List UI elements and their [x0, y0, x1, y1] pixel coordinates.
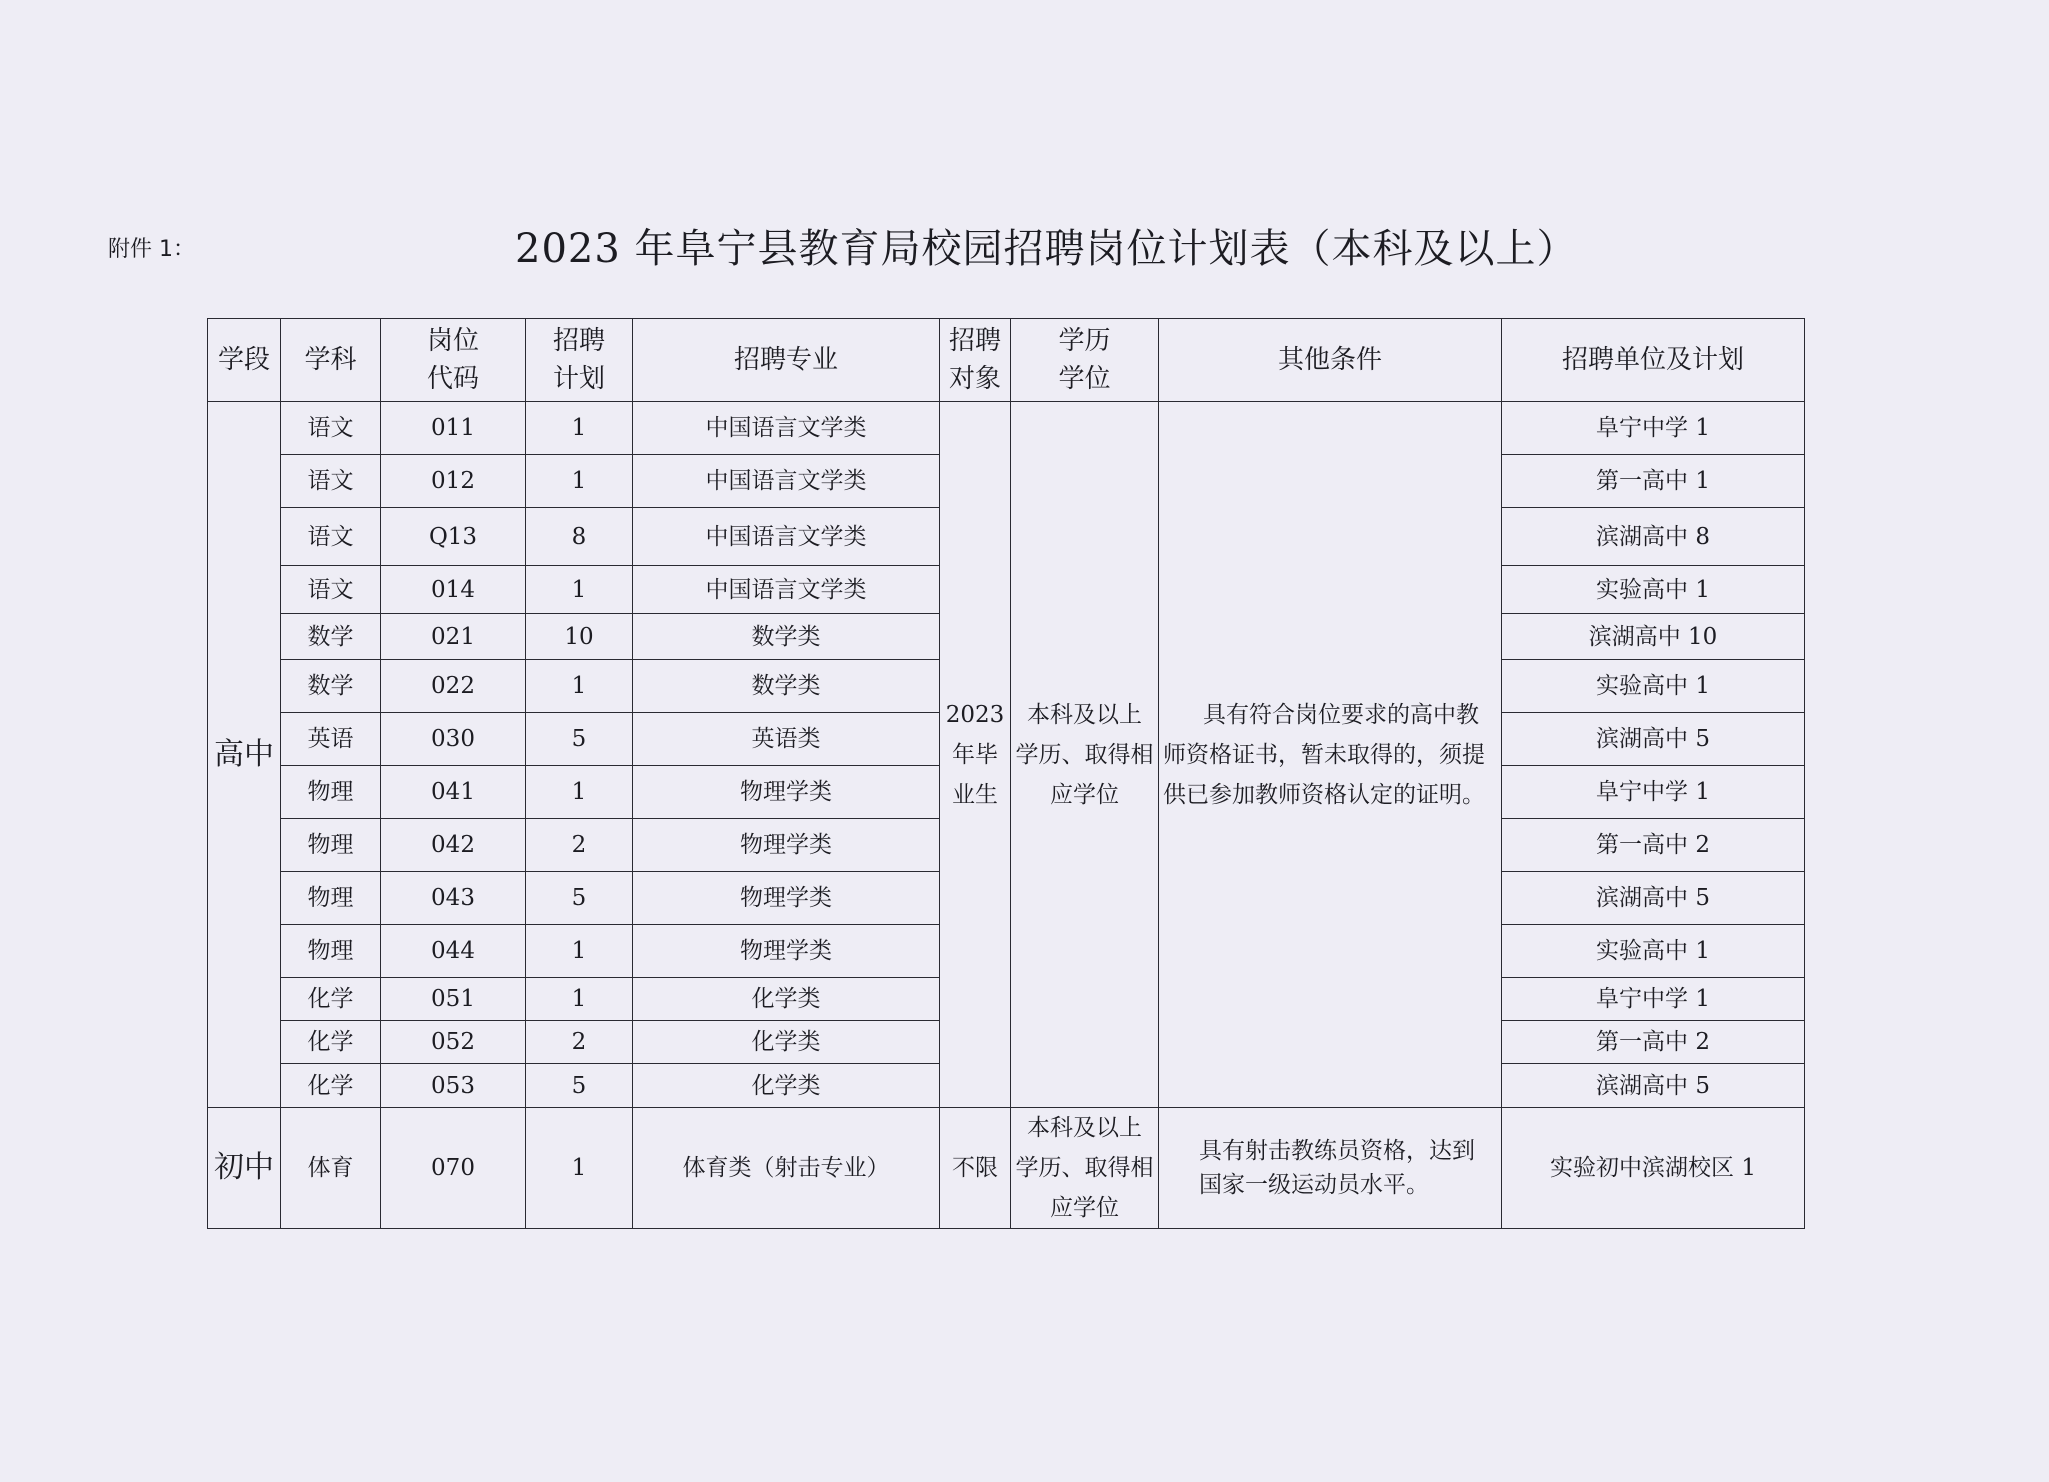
- unit-cell: 滨湖高中 5: [1502, 713, 1805, 766]
- subject-cell: 化学: [281, 978, 381, 1021]
- count-cell: 1: [526, 660, 633, 713]
- unit-cell: 第一高中 2: [1502, 819, 1805, 872]
- header-conditions: 其他条件: [1159, 319, 1502, 402]
- target-middle-school: 不限: [940, 1108, 1011, 1229]
- count-cell: 2: [526, 1021, 633, 1064]
- header-code: 岗位 代码: [381, 319, 526, 402]
- unit-cell: 第一高中 1: [1502, 455, 1805, 508]
- major-cell: 物理学类: [633, 872, 940, 925]
- code-cell: 014: [381, 566, 526, 614]
- major-cell: 英语类: [633, 713, 940, 766]
- header-count: 招聘 计划: [526, 319, 633, 402]
- major-cell: 中国语言文学类: [633, 402, 940, 455]
- unit-cell: 实验初中滨湖校区 1: [1502, 1108, 1805, 1229]
- code-cell: 052: [381, 1021, 526, 1064]
- code-cell: 044: [381, 925, 526, 978]
- count-cell: 1: [526, 925, 633, 978]
- unit-cell: 阜宁中学 1: [1502, 402, 1805, 455]
- subject-cell: 化学: [281, 1064, 381, 1108]
- header-target: 招聘 对象: [940, 319, 1011, 402]
- count-cell: 1: [526, 978, 633, 1021]
- education-high-school: 本科及以上 学历、取得相 应学位: [1011, 402, 1159, 1108]
- count-cell: 5: [526, 713, 633, 766]
- count-cell: 1: [526, 1108, 633, 1229]
- code-cell: Q13: [381, 508, 526, 566]
- major-cell: 化学类: [633, 1064, 940, 1108]
- code-cell: 053: [381, 1064, 526, 1108]
- stage-middle-school: 初中: [208, 1108, 281, 1229]
- attachment-label: 附件 1：: [108, 237, 195, 262]
- target-high-school: 2023 年毕 业生: [940, 402, 1011, 1108]
- major-cell: 数学类: [633, 660, 940, 713]
- education-middle-school: 本科及以上 学历、取得相 应学位: [1011, 1108, 1159, 1229]
- major-cell: 中国语言文学类: [633, 455, 940, 508]
- count-cell: 1: [526, 766, 633, 819]
- header-major: 招聘专业: [633, 319, 940, 402]
- major-cell: 物理学类: [633, 925, 940, 978]
- unit-cell: 实验高中 1: [1502, 660, 1805, 713]
- code-cell: 041: [381, 766, 526, 819]
- unit-cell: 滨湖高中 8: [1502, 508, 1805, 566]
- subject-cell: 英语: [281, 713, 381, 766]
- major-cell: 中国语言文学类: [633, 566, 940, 614]
- header-education: 学历 学位: [1011, 319, 1159, 402]
- unit-cell: 阜宁中学 1: [1502, 978, 1805, 1021]
- subject-cell: 物理: [281, 819, 381, 872]
- count-cell: 1: [526, 455, 633, 508]
- page-title: 2023 年阜宁县教育局校园招聘岗位计划表（本科及以上）: [515, 226, 1578, 272]
- code-cell: 011: [381, 402, 526, 455]
- table-row: [208, 1108, 1805, 1229]
- subject-cell: 数学: [281, 660, 381, 713]
- subject-cell: 语文: [281, 402, 381, 455]
- major-cell: 化学类: [633, 978, 940, 1021]
- subject-cell: 体育: [281, 1108, 381, 1229]
- table-row: [208, 402, 1805, 455]
- header-stage: 学段: [208, 319, 281, 402]
- count-cell: 10: [526, 614, 633, 660]
- unit-cell: 实验高中 1: [1502, 566, 1805, 614]
- code-cell: 030: [381, 713, 526, 766]
- header-subject: 学科: [281, 319, 381, 402]
- code-cell: 042: [381, 819, 526, 872]
- recruitment-plan-table: [207, 318, 1805, 1229]
- conditions-high-school: 具有符合岗位要求的高中教 师资格证书，暂未取得的，须提 供已参加教师资格认定的证明。: [1159, 402, 1502, 1108]
- code-cell: 070: [381, 1108, 526, 1229]
- subject-cell: 语文: [281, 566, 381, 614]
- major-cell: 体育类（射击专业）: [633, 1108, 940, 1229]
- unit-cell: 滨湖高中 5: [1502, 1064, 1805, 1108]
- unit-cell: 滨湖高中 5: [1502, 872, 1805, 925]
- unit-cell: 第一高中 2: [1502, 1021, 1805, 1064]
- unit-cell: 阜宁中学 1: [1502, 766, 1805, 819]
- table-header-row: [208, 319, 1805, 402]
- count-cell: 1: [526, 402, 633, 455]
- major-cell: 物理学类: [633, 819, 940, 872]
- code-cell: 021: [381, 614, 526, 660]
- stage-high-school: 高中: [208, 402, 281, 1108]
- subject-cell: 数学: [281, 614, 381, 660]
- major-cell: 中国语言文学类: [633, 508, 940, 566]
- code-cell: 043: [381, 872, 526, 925]
- subject-cell: 化学: [281, 1021, 381, 1064]
- subject-cell: 语文: [281, 455, 381, 508]
- count-cell: 8: [526, 508, 633, 566]
- code-cell: 022: [381, 660, 526, 713]
- count-cell: 5: [526, 872, 633, 925]
- subject-cell: 物理: [281, 872, 381, 925]
- subject-cell: 物理: [281, 766, 381, 819]
- conditions-middle-school: 具有射击教练员资格，达到 国家一级运动员水平。: [1159, 1108, 1502, 1229]
- unit-cell: 实验高中 1: [1502, 925, 1805, 978]
- major-cell: 化学类: [633, 1021, 940, 1064]
- code-cell: 051: [381, 978, 526, 1021]
- subject-cell: 物理: [281, 925, 381, 978]
- subject-cell: 语文: [281, 508, 381, 566]
- major-cell: 物理学类: [633, 766, 940, 819]
- unit-cell: 滨湖高中 10: [1502, 614, 1805, 660]
- count-cell: 2: [526, 819, 633, 872]
- major-cell: 数学类: [633, 614, 940, 660]
- code-cell: 012: [381, 455, 526, 508]
- count-cell: 5: [526, 1064, 633, 1108]
- count-cell: 1: [526, 566, 633, 614]
- header-units: 招聘单位及计划: [1502, 319, 1805, 402]
